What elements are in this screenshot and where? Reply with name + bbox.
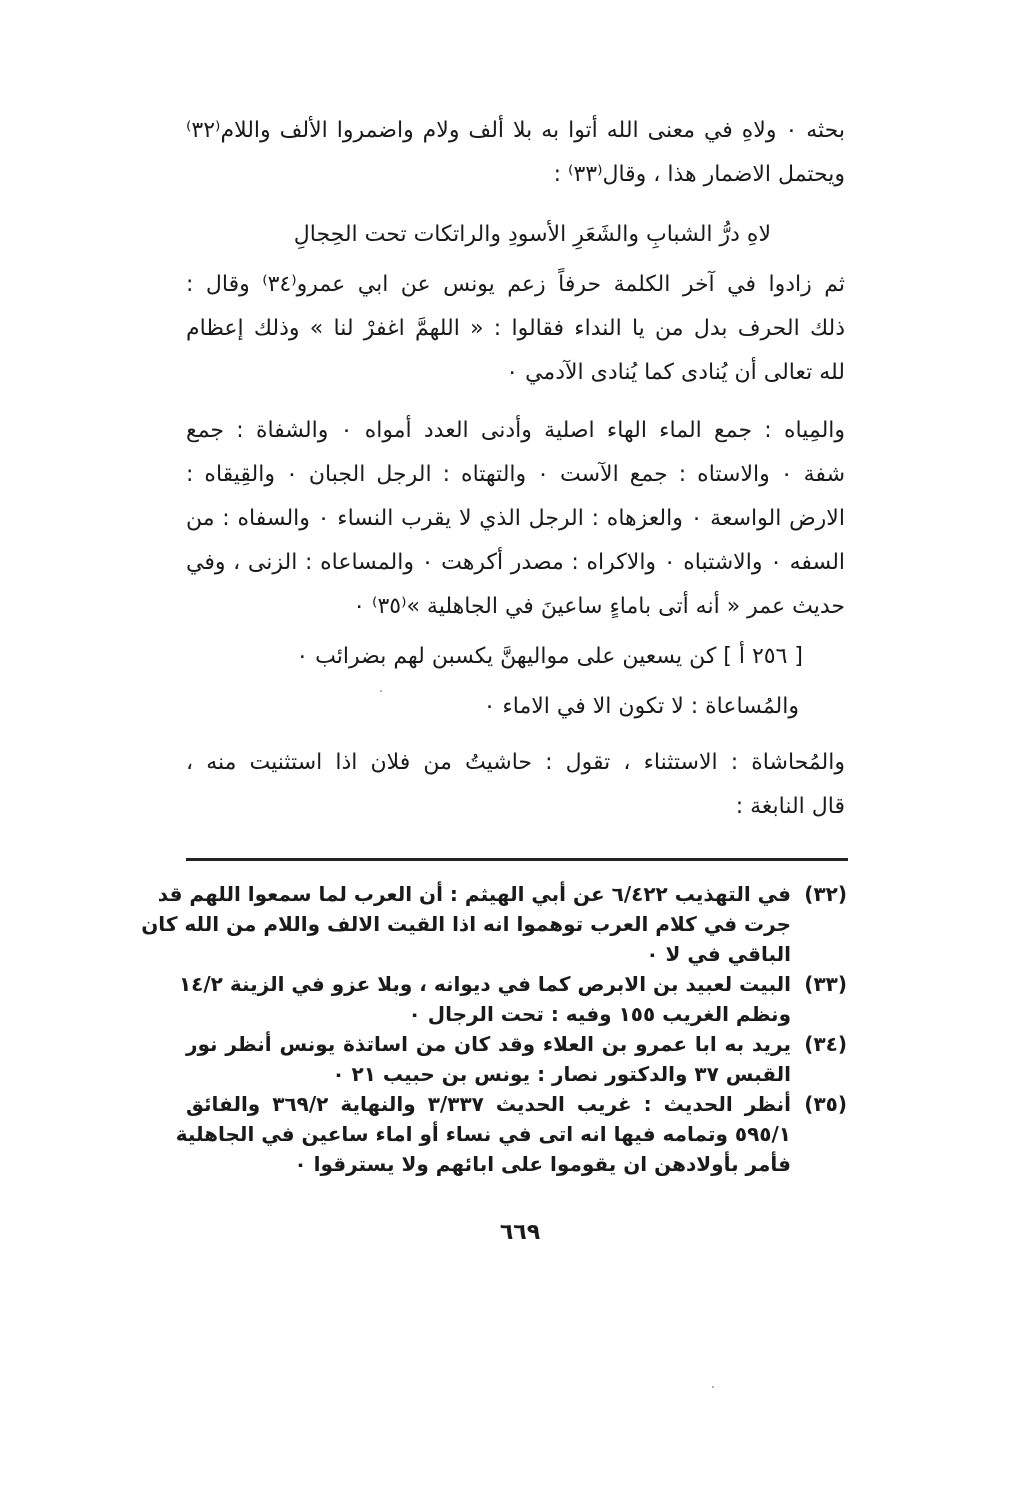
footnote-number: (٣٤): [804, 1032, 847, 1056]
body-line: ثم زادوا في آخر الكلمة حرفاً زعم يونس عن ابي عمرو⁽٣٤⁾ وقال :: [186, 272, 845, 297]
footnote-line: الباقي في لا ٠: [646, 942, 791, 966]
body-line: حديث عمر « أنه أتى باماءٍ ساعينَ في الجاهلية »⁽٣٥⁾ ٠: [353, 594, 845, 619]
scan-speck: [712, 1386, 714, 1388]
footnote-separator: [186, 858, 848, 861]
footnote-line: في التهذيب ٦/٤٢٢ عن أبي الهيثم : أن العرب لما سمعوا اللهم قد: [157, 882, 791, 906]
body-line: لله تعالى أن يُنادى كما يُنادى الآدمي ٠: [506, 360, 845, 385]
body-line: شفة ٠ والاستاه : جمع الآست ٠ والتهتاه : الرجل الجبان ٠ والقِيقاه :: [186, 462, 845, 487]
footnote-number: (٣٣): [804, 972, 847, 996]
body-line: السفه ٠ والاشتباه ٠ والاكراه : مصدر أكرهت ٠ والمساعاه : الزنى ، وفي: [186, 550, 846, 575]
footnote-line: أنظر الحديث : غريب الحديث ٣/٣٣٧ والنهاية ٣٦٩/٢ والفائق: [186, 1092, 791, 1116]
body-line: والمُحاشاة : الاستثناء ، تقول : حاشيتُ من فلان اذا استثنيت منه ،: [186, 750, 845, 775]
footnote-line: فأمر بأولادهن ان يقوموا على ابائهم ولا يسترقوا ٠: [294, 1152, 791, 1176]
verse-line: [ ٢٥٦ أ ] كن يسعين على مواليهنَّ يكسبن لهم بضرائب ٠: [296, 644, 803, 669]
footnote-number: (٣٥): [804, 1092, 847, 1116]
footnote-line: يريد به ابا عمرو بن العلاء وقد كان من اساتذة يونس أنظر نور: [186, 1032, 791, 1056]
footnote-line: القبس ٣٧ والدكتور نصار : يونس بن حبيب ٢١ ٠: [332, 1062, 791, 1086]
body-line: والمُساعاة : لا تكون الا في الاماء ٠: [483, 694, 799, 719]
page-number: ٦٦٩: [499, 1220, 541, 1245]
body-line: بحثه ٠ ولاهِ في معنى الله أتوا به بلا ألف ولام واضمروا الألف واللام⁽٣٢⁾: [186, 118, 845, 143]
footnote-line: ٥٩٥/١ وتمامه فيها انه اتى في نساء أو اماء ساعين في الجاهلية: [175, 1122, 791, 1146]
verse-line: لاهِ درُّ الشبابِ والشَعَرِ الأسودِ والراتكات تحت الحِجالِ: [293, 222, 771, 247]
footnote-line: ونظم الغريب ١٥٥ وفيه : تحت الرجال ٠: [408, 1002, 791, 1026]
body-line: ذلك الحرف بدل من يا النداء فقالوا : « اللهمَّ اغفرْ لنا » وذلك إعظام: [186, 316, 845, 341]
body-line: والمِياه : جمع الماء الهاء اصلية وأدنى العدد أمواه ٠ والشفاة : جمع: [186, 418, 846, 443]
footnote-line: جرت في كلام العرب توهموا انه اذا القيت الالف واللام من الله كان: [141, 912, 791, 936]
body-line: قال النابغة :: [735, 794, 845, 819]
body-line: الارض الواسعة ٠ والعزهاه : الرجل الذي لا يقرب النساء ٠ والسفاه : من: [186, 506, 845, 531]
footnote-number: (٣٢): [804, 882, 847, 906]
footnote-line: البيت لعبيد بن الابرص كما في ديوانه ، وبلا عزو في الزينة ١٤/٢: [178, 972, 791, 996]
body-line: ويحتمل الاضمار هذا ، وقال⁽٣٣⁾ :: [553, 162, 845, 187]
scan-speck: [380, 690, 382, 692]
